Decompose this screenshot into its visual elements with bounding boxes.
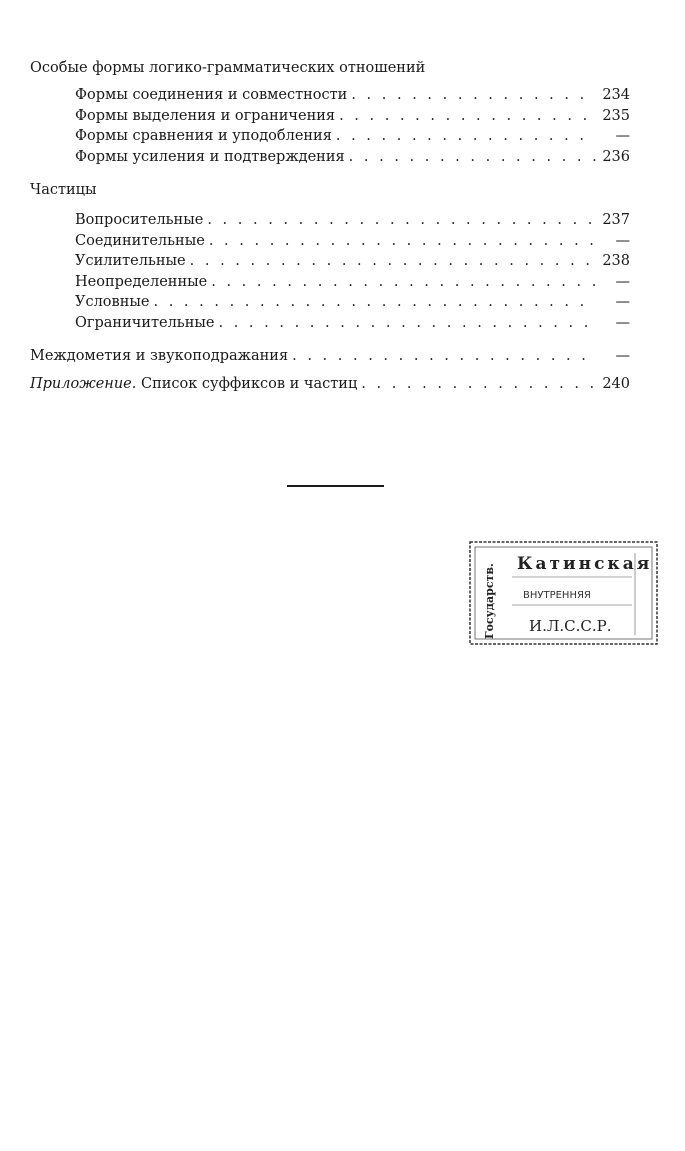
toc-entry[interactable] xyxy=(30,251,630,272)
dot-leader xyxy=(154,292,597,313)
toc-entry-label: Формы сравнения и уподобления xyxy=(75,128,332,144)
dot-leader xyxy=(361,374,596,395)
table-of-contents xyxy=(30,58,630,394)
toc-entry-page: — xyxy=(615,128,630,144)
toc-entry-page: 236 xyxy=(602,148,630,165)
toc-entry[interactable] xyxy=(30,147,630,168)
dot-leader xyxy=(351,85,596,106)
appendix-italic-label: Приложение. xyxy=(30,375,137,392)
toc-entry-label: Вопросительные xyxy=(75,212,204,228)
toc-entry-page: 234 xyxy=(602,87,630,103)
toc-entry-page: — xyxy=(615,294,630,310)
toc-entry-page: — xyxy=(615,232,630,249)
toc-entry-page: 235 xyxy=(602,107,630,124)
dot-leader xyxy=(207,210,596,231)
stamp-line-3: И.Л.С.С.Р. xyxy=(529,617,612,635)
dot-leader xyxy=(349,147,596,168)
toc-entry-label: Неопределенные xyxy=(75,273,208,290)
toc-entry[interactable] xyxy=(30,272,630,293)
dot-leader xyxy=(211,272,596,293)
toc-entry-label: Формы соединения и совместности xyxy=(75,87,348,103)
toc-entry-label: Ограничительные xyxy=(75,314,215,331)
toc-entry[interactable] xyxy=(30,210,630,231)
toc-entry-label xyxy=(30,374,357,395)
end-rule xyxy=(287,485,384,487)
toc-entry[interactable] xyxy=(30,126,630,147)
toc-entry[interactable] xyxy=(30,85,630,106)
dot-leader xyxy=(292,346,596,367)
stamp-side-text: Государств. xyxy=(483,563,496,639)
library-stamp xyxy=(467,539,660,647)
toc-entry[interactable] xyxy=(30,231,630,252)
toc-entry-page: 240 xyxy=(602,375,630,392)
toc-entry-label: Условные xyxy=(75,294,150,310)
dot-leader xyxy=(209,231,596,252)
toc-entry-page: 237 xyxy=(602,212,630,228)
toc-entry-page: 238 xyxy=(602,253,630,269)
section-title-particles: Частицы xyxy=(30,182,97,198)
dot-leader xyxy=(339,106,596,127)
toc-entry[interactable] xyxy=(30,106,630,127)
toc-entry-label: Усилительные xyxy=(75,253,186,269)
toc-entry-page: — xyxy=(615,348,630,364)
dot-leader xyxy=(336,126,596,147)
toc-entry[interactable] xyxy=(30,292,630,313)
toc-entry-page: — xyxy=(615,273,630,290)
dot-leader xyxy=(219,313,597,334)
stamp-line-1: Катинская xyxy=(517,554,653,574)
toc-entry-label: Формы выделения и ограничения xyxy=(75,107,336,124)
stamp-line-2: ВНУТРЕННЯЯ xyxy=(523,590,591,601)
toc-entry-label: Междометия и звукоподражания xyxy=(30,348,289,364)
toc-entry-label: Соединительные xyxy=(75,232,205,249)
toc-entry-interjections[interactable] xyxy=(30,346,630,367)
section-title-logical-grammatical: Особые формы логико-грамматических отношений xyxy=(30,60,426,76)
toc-entry-appendix[interactable] xyxy=(30,374,630,395)
toc-entry-label: Формы усиления и подтверждения xyxy=(75,148,345,165)
toc-entry[interactable] xyxy=(30,313,630,334)
appendix-label-rest: Список суффиксов и частиц xyxy=(136,375,358,392)
dot-leader xyxy=(190,251,596,272)
toc-entry-page: — xyxy=(615,314,630,331)
